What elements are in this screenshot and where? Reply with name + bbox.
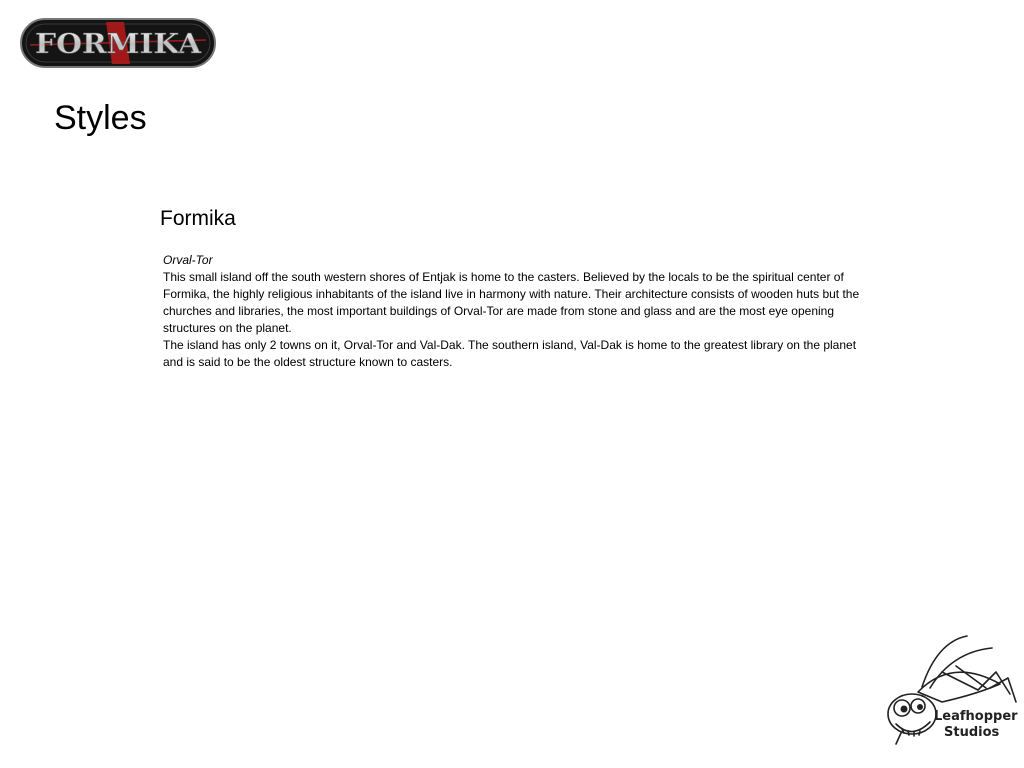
logo-text: FORMIKA bbox=[35, 29, 203, 60]
body-text bbox=[163, 252, 863, 371]
paragraph-1: This small island off the south western shores of Entjak is home to the casters. Believed by the locals to be the spiritual center of Formika, the highly religious inhabitants of the island live in harmony with nature. Their architecture consists of wooden huts but the churches and libraries, the most important buildings of Orval-Tor are made from stone and glass and are the most eye opening structures on the planet. bbox=[163, 270, 860, 335]
studio-name-line2: Studios bbox=[944, 725, 1000, 740]
slide-title: Styles bbox=[54, 99, 147, 137]
section-title: Formika bbox=[160, 207, 236, 230]
studio-name-line1: Leafhopper bbox=[934, 709, 1018, 724]
paragraph-2: The island has only 2 towns on it, Orval-Tor and Val-Dak. The southern island, Val-Dak is home to the greatest library on the planet and is said to be the oldest structure known to casters. bbox=[163, 338, 857, 369]
leafhopper-studios-logo bbox=[882, 632, 1018, 752]
formika-logo bbox=[20, 18, 216, 68]
place-name: Orval-Tor bbox=[163, 253, 213, 267]
